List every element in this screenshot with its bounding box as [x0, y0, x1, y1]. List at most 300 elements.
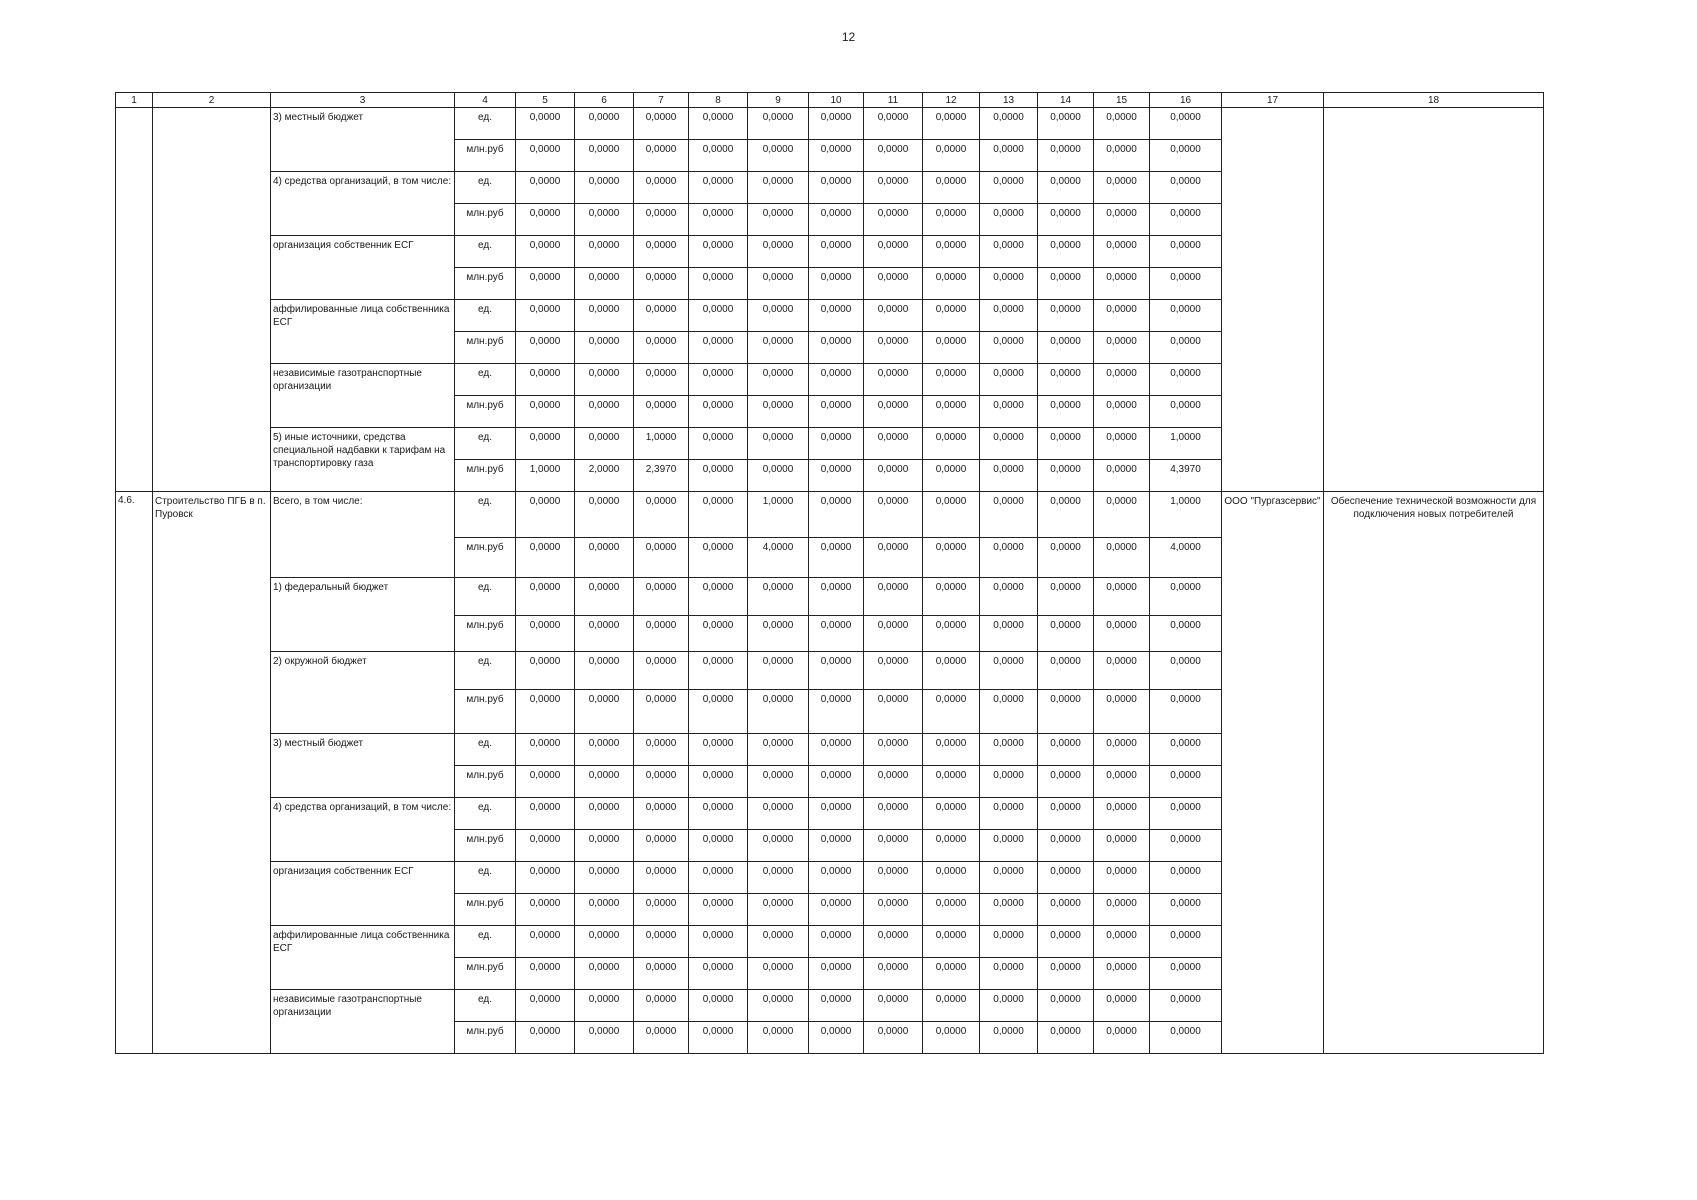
- value-cell: 0,0000: [923, 268, 980, 300]
- value-cell: 0,0000: [575, 958, 634, 990]
- value-cell: 0,0000: [516, 172, 575, 204]
- value-cell: 0,0000: [1038, 428, 1094, 460]
- value-cell: 0,0000: [864, 492, 923, 538]
- funding-source-label: 3) местный бюджет: [271, 734, 455, 798]
- value-cell: 0,0000: [516, 538, 575, 578]
- value-cell: 0,0000: [516, 652, 575, 690]
- value-cell: 0,0000: [689, 862, 748, 894]
- value-cell: 0,0000: [980, 300, 1038, 332]
- column-number-row: [116, 93, 1544, 108]
- unit-cell: млн.руб: [455, 830, 516, 862]
- unit-cell: ед.: [455, 798, 516, 830]
- value-cell: 0,0000: [809, 734, 864, 766]
- value-cell: 0,0000: [923, 204, 980, 236]
- unit-cell: ед.: [455, 172, 516, 204]
- value-cell: 0,0000: [980, 332, 1038, 364]
- value-cell: 0,0000: [748, 990, 809, 1022]
- unit-cell: ед.: [455, 578, 516, 616]
- value-cell: 0,0000: [748, 734, 809, 766]
- value-cell: 0,0000: [516, 830, 575, 862]
- value-cell: 0,0000: [923, 894, 980, 926]
- value-cell: 0,0000: [923, 300, 980, 332]
- value-cell: 0,0000: [923, 958, 980, 990]
- value-cell: 0,0000: [923, 798, 980, 830]
- value-cell: 0,0000: [809, 364, 864, 396]
- value-cell: 0,0000: [748, 652, 809, 690]
- value-cell: 0,0000: [634, 578, 689, 616]
- value-cell: 0,0000: [575, 538, 634, 578]
- value-cell: 0,0000: [1038, 332, 1094, 364]
- value-cell: 0,0000: [748, 140, 809, 172]
- column-number-cell: 2: [153, 93, 271, 108]
- value-cell: 0,0000: [748, 204, 809, 236]
- value-cell: 0,0000: [809, 958, 864, 990]
- value-cell: 0,0000: [923, 236, 980, 268]
- value-cell: 0,0000: [1038, 268, 1094, 300]
- value-cell: 0,0000: [634, 652, 689, 690]
- object-name-cell: Строительство ПГБ в п. Пуровск: [153, 492, 271, 1054]
- value-cell: 0,0000: [864, 204, 923, 236]
- value-cell: 0,0000: [575, 990, 634, 1022]
- value-cell: 0,0000: [809, 538, 864, 578]
- value-cell: 0,0000: [980, 204, 1038, 236]
- value-cell: 0,0000: [980, 538, 1038, 578]
- value-cell: 0,0000: [689, 364, 748, 396]
- unit-cell: млн.руб: [455, 690, 516, 734]
- value-cell: 0,0000: [516, 766, 575, 798]
- value-cell: 0,0000: [809, 492, 864, 538]
- value-cell: 0,0000: [634, 690, 689, 734]
- value-cell: 0,0000: [634, 492, 689, 538]
- value-cell: 0,0000: [809, 766, 864, 798]
- value-cell: 0,0000: [575, 204, 634, 236]
- unit-cell: ед.: [455, 300, 516, 332]
- value-cell: 0,0000: [923, 862, 980, 894]
- value-cell: 0,0000: [575, 926, 634, 958]
- value-cell: 0,0000: [516, 364, 575, 396]
- value-cell: 1,0000: [1150, 492, 1222, 538]
- funding-source-label: независимые газотранспортные организации: [271, 990, 455, 1054]
- value-cell: 0,0000: [575, 616, 634, 652]
- value-cell: 0,0000: [634, 926, 689, 958]
- value-cell: 0,0000: [809, 926, 864, 958]
- value-cell: 0,0000: [809, 204, 864, 236]
- value-cell: 0,0000: [864, 616, 923, 652]
- value-cell: 0,0000: [1094, 990, 1150, 1022]
- value-cell: 4,0000: [748, 538, 809, 578]
- unit-cell: ед.: [455, 990, 516, 1022]
- value-cell: 0,0000: [634, 734, 689, 766]
- value-cell: 0,0000: [634, 862, 689, 894]
- value-cell: 0,0000: [980, 578, 1038, 616]
- value-cell: 0,0000: [1094, 830, 1150, 862]
- value-cell: 0,0000: [1038, 236, 1094, 268]
- value-cell: 0,0000: [575, 830, 634, 862]
- value-cell: 0,0000: [864, 830, 923, 862]
- value-cell: 0,0000: [980, 428, 1038, 460]
- column-number-cell: 16: [1150, 93, 1222, 108]
- value-cell: 0,0000: [1150, 766, 1222, 798]
- value-cell: 0,0000: [748, 268, 809, 300]
- value-cell: 0,0000: [809, 428, 864, 460]
- unit-cell: ед.: [455, 652, 516, 690]
- value-cell: 0,0000: [923, 332, 980, 364]
- value-cell: 0,0000: [634, 538, 689, 578]
- column-number-cell: 3: [271, 93, 455, 108]
- value-cell: 0,0000: [1150, 958, 1222, 990]
- value-cell: 0,0000: [748, 926, 809, 958]
- value-cell: 0,0000: [980, 766, 1038, 798]
- value-cell: 0,0000: [1038, 616, 1094, 652]
- value-cell: 0,0000: [575, 300, 634, 332]
- value-cell: 0,0000: [1094, 172, 1150, 204]
- value-cell: 0,0000: [1094, 428, 1150, 460]
- unit-cell: млн.руб: [455, 460, 516, 492]
- value-cell: 0,0000: [516, 300, 575, 332]
- value-cell: 0,0000: [689, 766, 748, 798]
- funding-source-label: 4) средства организаций, в том числе:: [271, 172, 455, 236]
- value-cell: 0,0000: [575, 578, 634, 616]
- value-cell: 0,0000: [689, 460, 748, 492]
- value-cell: 0,0000: [516, 268, 575, 300]
- unit-cell: ед.: [455, 236, 516, 268]
- value-cell: 0,0000: [575, 268, 634, 300]
- funding-source-label: аффилированные лица собственника ЕСГ: [271, 926, 455, 990]
- unit-cell: млн.руб: [455, 332, 516, 364]
- column-number-cell: 5: [516, 93, 575, 108]
- value-cell: 0,0000: [689, 172, 748, 204]
- value-cell: 0,0000: [980, 460, 1038, 492]
- value-cell: 0,0000: [516, 990, 575, 1022]
- value-cell: 0,0000: [1094, 364, 1150, 396]
- value-cell: 0,0000: [689, 1022, 748, 1054]
- value-cell: 0,0000: [923, 734, 980, 766]
- value-cell: 0,0000: [923, 172, 980, 204]
- value-cell: 0,0000: [748, 862, 809, 894]
- value-cell: 0,0000: [980, 990, 1038, 1022]
- value-cell: 0,0000: [748, 830, 809, 862]
- value-cell: 0,0000: [980, 236, 1038, 268]
- value-cell: 0,0000: [1094, 926, 1150, 958]
- value-cell: 0,0000: [689, 268, 748, 300]
- value-cell: 0,0000: [634, 108, 689, 140]
- value-cell: 0,0000: [634, 268, 689, 300]
- value-cell: 0,0000: [864, 172, 923, 204]
- value-cell: 0,0000: [575, 894, 634, 926]
- value-cell: 0,0000: [1094, 1022, 1150, 1054]
- value-cell: 0,0000: [1094, 578, 1150, 616]
- value-cell: 0,0000: [516, 894, 575, 926]
- value-cell: 0,0000: [923, 364, 980, 396]
- value-cell: 0,0000: [923, 538, 980, 578]
- value-cell: 0,0000: [689, 830, 748, 862]
- value-cell: 0,0000: [1038, 690, 1094, 734]
- value-cell: 0,0000: [809, 862, 864, 894]
- value-cell: 0,0000: [864, 734, 923, 766]
- value-cell: 0,0000: [980, 734, 1038, 766]
- value-cell: 0,0000: [1038, 492, 1094, 538]
- value-cell: 0,0000: [1038, 926, 1094, 958]
- funding-source-label: независимые газотранспортные организации: [271, 364, 455, 428]
- value-cell: 0,0000: [689, 204, 748, 236]
- value-cell: 0,0000: [980, 492, 1038, 538]
- unit-cell: ед.: [455, 492, 516, 538]
- item-number-cell: 4.6.: [116, 492, 153, 1054]
- value-cell: 0,0000: [1094, 862, 1150, 894]
- table-row: [116, 492, 1544, 538]
- value-cell: 0,0000: [809, 268, 864, 300]
- value-cell: 0,0000: [1038, 204, 1094, 236]
- value-cell: 0,0000: [748, 460, 809, 492]
- value-cell: 0,0000: [1150, 108, 1222, 140]
- value-cell: 0,0000: [864, 460, 923, 492]
- page-number: 12: [841, 30, 856, 44]
- value-cell: 0,0000: [980, 616, 1038, 652]
- value-cell: 0,0000: [516, 140, 575, 172]
- column-number-cell: 12: [923, 93, 980, 108]
- value-cell: 0,0000: [1150, 652, 1222, 690]
- value-cell: 0,0000: [1094, 140, 1150, 172]
- value-cell: 0,0000: [516, 396, 575, 428]
- column-number-cell: 13: [980, 93, 1038, 108]
- value-cell: 0,0000: [634, 204, 689, 236]
- value-cell: 0,0000: [980, 926, 1038, 958]
- value-cell: 0,0000: [864, 862, 923, 894]
- value-cell: 0,0000: [748, 798, 809, 830]
- value-cell: 1,0000: [516, 460, 575, 492]
- value-cell: 0,0000: [1150, 332, 1222, 364]
- value-cell: 0,0000: [575, 798, 634, 830]
- funding-source-label: 2) окружной бюджет: [271, 652, 455, 734]
- value-cell: 0,0000: [1094, 798, 1150, 830]
- value-cell: 0,0000: [1094, 690, 1150, 734]
- value-cell: 0,0000: [1094, 492, 1150, 538]
- value-cell: 0,0000: [516, 492, 575, 538]
- value-cell: 0,0000: [923, 140, 980, 172]
- value-cell: 0,0000: [864, 926, 923, 958]
- value-cell: 0,0000: [1150, 798, 1222, 830]
- value-cell: 0,0000: [689, 578, 748, 616]
- column-number-cell: 1: [116, 93, 153, 108]
- value-cell: 0,0000: [748, 396, 809, 428]
- funding-source-label: 5) иные источники, средства специальной надбавки к тарифам на транспортировку газа: [271, 428, 455, 492]
- unit-cell: ед.: [455, 862, 516, 894]
- value-cell: 0,0000: [923, 766, 980, 798]
- value-cell: 0,0000: [1150, 862, 1222, 894]
- value-cell: 0,0000: [809, 652, 864, 690]
- value-cell: 0,0000: [864, 798, 923, 830]
- value-cell: 0,0000: [980, 140, 1038, 172]
- value-cell: 0,0000: [689, 798, 748, 830]
- value-cell: 0,0000: [1038, 538, 1094, 578]
- value-cell: 0,0000: [634, 766, 689, 798]
- value-cell: 0,0000: [1150, 690, 1222, 734]
- funding-source-label: аффилированные лица собственника ЕСГ: [271, 300, 455, 364]
- value-cell: 0,0000: [980, 830, 1038, 862]
- value-cell: 0,0000: [809, 830, 864, 862]
- value-cell: 0,0000: [1094, 894, 1150, 926]
- value-cell: 0,0000: [689, 492, 748, 538]
- value-cell: 0,0000: [516, 236, 575, 268]
- value-cell: 2,0000: [575, 460, 634, 492]
- value-cell: 0,0000: [575, 492, 634, 538]
- unit-cell: ед.: [455, 428, 516, 460]
- unit-cell: млн.руб: [455, 616, 516, 652]
- value-cell: 0,0000: [1094, 108, 1150, 140]
- value-cell: 0,0000: [923, 990, 980, 1022]
- value-cell: 0,0000: [864, 236, 923, 268]
- value-cell: 0,0000: [809, 578, 864, 616]
- value-cell: 0,0000: [748, 364, 809, 396]
- value-cell: 0,0000: [516, 958, 575, 990]
- value-cell: 0,0000: [980, 652, 1038, 690]
- value-cell: 0,0000: [748, 894, 809, 926]
- value-cell: 0,0000: [1038, 766, 1094, 798]
- value-cell: 0,0000: [575, 1022, 634, 1054]
- value-cell: 0,0000: [980, 894, 1038, 926]
- funding-source-label: организация собственник ЕСГ: [271, 236, 455, 300]
- value-cell: 0,0000: [1038, 830, 1094, 862]
- value-cell: 0,0000: [1094, 204, 1150, 236]
- value-cell: 0,0000: [748, 172, 809, 204]
- value-cell: 0,0000: [634, 396, 689, 428]
- unit-cell: ед.: [455, 734, 516, 766]
- table-row: [116, 108, 1544, 140]
- value-cell: 0,0000: [923, 396, 980, 428]
- value-cell: 0,0000: [634, 300, 689, 332]
- value-cell: 0,0000: [689, 926, 748, 958]
- value-cell: 0,0000: [809, 798, 864, 830]
- value-cell: 4,0000: [1150, 538, 1222, 578]
- value-cell: 0,0000: [689, 428, 748, 460]
- value-cell: 0,0000: [516, 204, 575, 236]
- value-cell: 0,0000: [634, 990, 689, 1022]
- value-cell: 0,0000: [748, 578, 809, 616]
- column-number-cell: 15: [1094, 93, 1150, 108]
- value-cell: 0,0000: [516, 108, 575, 140]
- value-cell: 0,0000: [1150, 1022, 1222, 1054]
- value-cell: 0,0000: [634, 616, 689, 652]
- value-cell: 0,0000: [689, 300, 748, 332]
- unit-cell: млн.руб: [455, 1022, 516, 1054]
- value-cell: 0,0000: [923, 616, 980, 652]
- value-cell: 0,0000: [1150, 204, 1222, 236]
- value-cell: 0,0000: [689, 140, 748, 172]
- value-cell: 0,0000: [1094, 396, 1150, 428]
- object-name-cell: [153, 108, 271, 492]
- value-cell: 0,0000: [575, 766, 634, 798]
- value-cell: 0,0000: [1150, 300, 1222, 332]
- value-cell: 0,0000: [864, 958, 923, 990]
- value-cell: 0,0000: [809, 690, 864, 734]
- value-cell: 0,0000: [748, 332, 809, 364]
- value-cell: 0,0000: [864, 364, 923, 396]
- value-cell: 0,0000: [1150, 616, 1222, 652]
- value-cell: 0,0000: [689, 734, 748, 766]
- value-cell: 0,0000: [1150, 830, 1222, 862]
- value-cell: 0,0000: [809, 300, 864, 332]
- column-number-cell: 9: [748, 93, 809, 108]
- value-cell: 0,0000: [864, 1022, 923, 1054]
- value-cell: 0,0000: [923, 690, 980, 734]
- value-cell: 0,0000: [575, 690, 634, 734]
- value-cell: 0,0000: [864, 332, 923, 364]
- column-number-cell: 10: [809, 93, 864, 108]
- value-cell: 0,0000: [634, 332, 689, 364]
- value-cell: 0,0000: [1150, 926, 1222, 958]
- value-cell: 0,0000: [575, 652, 634, 690]
- purpose-cell: Обеспечение технической возможности для подключения новых потребителей: [1324, 492, 1544, 1054]
- value-cell: 0,0000: [1038, 990, 1094, 1022]
- value-cell: 0,0000: [923, 108, 980, 140]
- value-cell: 0,0000: [689, 958, 748, 990]
- value-cell: 0,0000: [1038, 894, 1094, 926]
- value-cell: 0,0000: [1094, 300, 1150, 332]
- value-cell: 0,0000: [689, 236, 748, 268]
- value-cell: 0,0000: [1038, 1022, 1094, 1054]
- value-cell: 0,0000: [748, 1022, 809, 1054]
- value-cell: 0,0000: [575, 172, 634, 204]
- value-cell: 0,0000: [980, 364, 1038, 396]
- value-cell: 0,0000: [689, 894, 748, 926]
- value-cell: 0,0000: [689, 990, 748, 1022]
- value-cell: 0,0000: [748, 690, 809, 734]
- value-cell: 0,0000: [923, 428, 980, 460]
- value-cell: 0,0000: [1038, 734, 1094, 766]
- unit-cell: млн.руб: [455, 140, 516, 172]
- value-cell: 1,0000: [748, 492, 809, 538]
- funding-source-label: организация собственник ЕСГ: [271, 862, 455, 926]
- purpose-cell: [1324, 108, 1544, 492]
- value-cell: 0,0000: [1038, 140, 1094, 172]
- value-cell: 0,0000: [689, 108, 748, 140]
- value-cell: 0,0000: [809, 332, 864, 364]
- value-cell: 0,0000: [634, 958, 689, 990]
- value-cell: 0,0000: [1038, 798, 1094, 830]
- value-cell: 0,0000: [980, 1022, 1038, 1054]
- value-cell: 0,0000: [1150, 140, 1222, 172]
- value-cell: 0,0000: [516, 734, 575, 766]
- value-cell: 0,0000: [864, 428, 923, 460]
- column-number-cell: 6: [575, 93, 634, 108]
- value-cell: 0,0000: [689, 616, 748, 652]
- value-cell: 0,0000: [575, 364, 634, 396]
- value-cell: 0,0000: [864, 578, 923, 616]
- unit-cell: млн.руб: [455, 268, 516, 300]
- value-cell: 0,0000: [575, 236, 634, 268]
- unit-cell: млн.руб: [455, 958, 516, 990]
- value-cell: 0,0000: [923, 1022, 980, 1054]
- unit-cell: млн.руб: [455, 396, 516, 428]
- unit-cell: млн.руб: [455, 204, 516, 236]
- value-cell: 0,0000: [1150, 172, 1222, 204]
- value-cell: 0,0000: [1038, 578, 1094, 616]
- column-number-cell: 8: [689, 93, 748, 108]
- value-cell: 0,0000: [1094, 236, 1150, 268]
- value-cell: 0,0000: [923, 652, 980, 690]
- value-cell: 0,0000: [748, 428, 809, 460]
- value-cell: 0,0000: [864, 108, 923, 140]
- value-cell: 0,0000: [748, 108, 809, 140]
- unit-cell: млн.руб: [455, 894, 516, 926]
- value-cell: 0,0000: [1038, 958, 1094, 990]
- value-cell: 0,0000: [516, 862, 575, 894]
- value-cell: 0,0000: [575, 396, 634, 428]
- value-cell: 0,0000: [1038, 172, 1094, 204]
- unit-cell: млн.руб: [455, 538, 516, 578]
- value-cell: 1,0000: [634, 428, 689, 460]
- value-cell: 0,0000: [864, 396, 923, 428]
